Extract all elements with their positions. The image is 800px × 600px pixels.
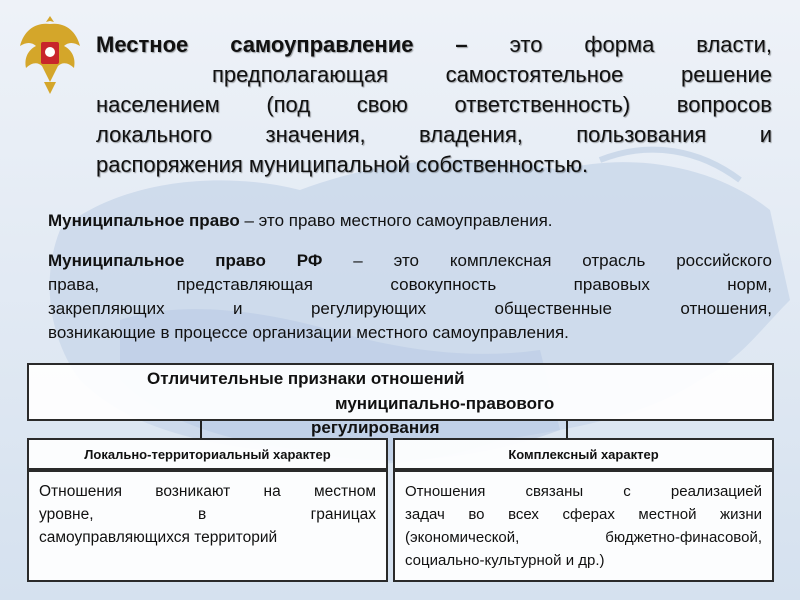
municipal-law-rf-definition [48,249,772,345]
definition-line-1 [96,30,772,60]
features-header-box [27,363,774,437]
column-header-local [27,438,388,470]
column-body-complex-text [405,480,762,572]
russian-coat-of-arms-icon [14,12,86,100]
definition-term: Местное самоуправление – [96,32,468,57]
complex-line-2: задач во всех сферах местной жизни [405,506,762,523]
definition-local-self-government [96,30,772,180]
definition-line1-text: это форма власти, [467,32,773,57]
definition-line-3: населением (под свою ответственность) вопросов [96,92,772,117]
municipal-law-rf-line-2: права, представляющая совокупность правовых норм, [48,275,772,294]
connector-left [200,421,202,438]
municipal-law-rf-term: Муниципальное право РФ [48,251,323,270]
column-header-local-text: Локально-территориальный характер [84,447,331,462]
municipal-law-definition [48,209,772,233]
definition-line-4: локального значения, владения, пользования и [96,122,772,147]
local-line-3: самоуправляющихся территорий [39,529,278,546]
features-header-line-1: Отличительные признаки отношений [147,369,465,388]
municipal-law-term: Муниципальное право [48,211,240,230]
column-header-complex [393,438,774,470]
complex-line-1: Отношения связаны с реализацией [405,483,762,500]
local-line-2: уровне, в границах [39,506,376,523]
coat-of-arms [14,12,86,100]
complex-line-3: (экономической, бюджетно-финасовой, [405,529,762,546]
municipal-law-text: – это право местного самоуправления. [239,211,553,230]
connector-right [566,421,568,438]
municipal-law-rf-line-3: закрепляющих и регулирующих общественные отношения, [48,299,772,318]
features-header-line-3: регулирования [311,418,440,437]
municipal-law-rf-line1-text: – это комплексная отрасль российского [322,251,772,270]
features-header-line-2: муниципально-правового [335,394,555,413]
features-header-text [29,367,772,439]
local-line-1: Отношения возникают на местном [39,483,376,500]
column-body-local-text [39,480,376,549]
municipal-law-rf-line-4: возникающие в процессе организации местного самоуправления. [48,323,569,342]
column-body-local [27,470,388,582]
definition-line-2: предполагающая самостоятельное решение [212,62,772,87]
municipal-law-rf-line-1 [48,249,772,273]
column-body-complex [393,470,774,582]
column-header-complex-text: Комплексный характер [508,447,659,462]
complex-line-4: социально-культурной и др.) [405,552,605,569]
definition-line-5: распоряжения муниципальной собственностью. [96,152,589,177]
